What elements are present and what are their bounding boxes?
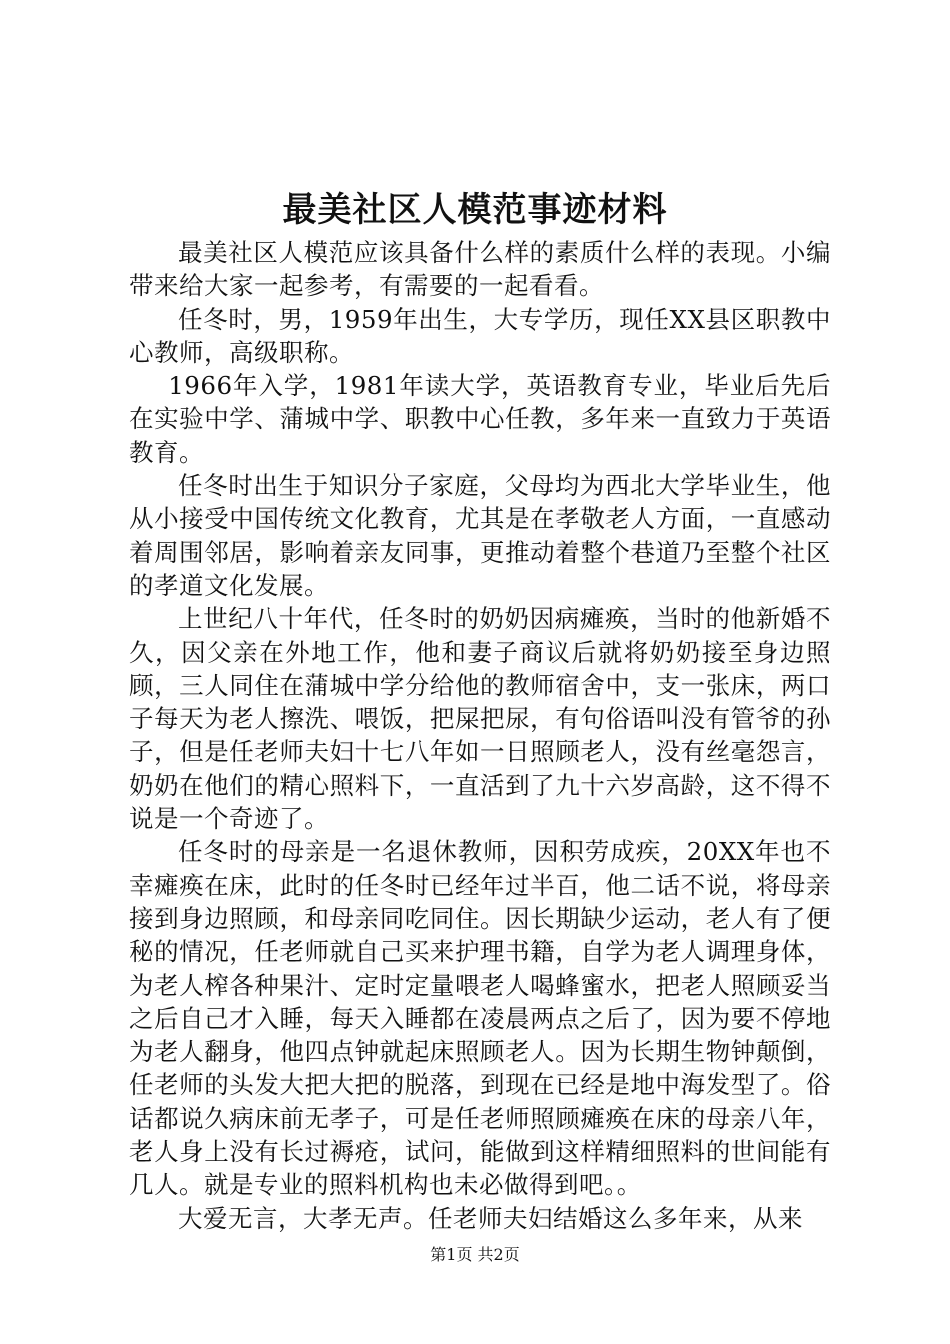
paragraph-intro: 最美社区人模范应该具备什么样的素质什么样的表现。小编带来给大家一起参考，有需要的一起看看。 — [129, 238, 831, 301]
paragraph-closing: 大爱无言，大孝无声。任老师夫妇结婚这么多年来，从来 — [178, 1203, 803, 1233]
paragraph-profile: 任冬时，男，1959年出生，大专学历，现任XX县区职教中心教师，高级职称。 — [129, 304, 831, 367]
paragraph-family-background: 任冬时出生于知识分子家庭，父母均为西北大学毕业生，他从小接受中国传统文化教育，尤其是在孝敬老人方面，一直感动着周围邻居，影响着亲友同事，更推动着整个巷道乃至整个社区的孝道文化发展。 — [129, 471, 831, 600]
document-title: 最美社区人模范事迹材料 — [282, 190, 668, 230]
document-body — [129, 236, 831, 1235]
paragraph-mother-care: 任冬时的母亲是一名退休教师，因积劳成疾，20XX年也不幸瘫痪在床，此时的任冬时已经年过半百，他二话不说，将母亲接到身边照顾，和母亲同吃同住。因长期缺少运动，老人有了便秘的情况，任老师就自己买来护理书籍，自学为老人调理身体，为老人榨各种果汁、定时定量喂老人喝蜂蜜水，把老人照顾妥当之后自己才入睡，每天入睡都在凌晨两点之后了，因为要不停地为老人翻身，他四点钟就起床照顾老人。因为长期生物钟颠倒，任老师的头发大把大把的脱落，到现在已经是地中海发型了。俗话都说久病床前无孝子，可是任老师照顾瘫痪在床的母亲八年，老人身上没有长过褥疮，试问，能做到这样精细照料的世间能有几人。就是专业的照料机构也未必做得到吧。。 — [129, 837, 831, 1200]
page-footer: 第1页 共2页 — [430, 1245, 520, 1264]
paragraph-grandmother-care: 上世纪八十年代，任冬时的奶奶因病瘫痪，当时的他新婚不久，因父亲在外地工作，他和妻子商议后就将奶奶接至身边照顾，三人同住在蒲城中学分给他的教师宿舍中，支一张床，两口子每天为老人擦洗、喂饭，把屎把尿，有句俗语叫没有管爷的孙子，但是任老师夫妇十七八年如一日照顾老人，没有丝毫怨言，奶奶在他们的精心照料下，一直活到了九十六岁高龄，这不得不说是一个奇迹了。 — [129, 604, 831, 834]
paragraph-education: 1966年入学，1981年读大学，英语教育专业，毕业后先后在实验中学、蒲城中学、职教中心任教，多年来一直致力于英语教育。 — [129, 371, 831, 467]
